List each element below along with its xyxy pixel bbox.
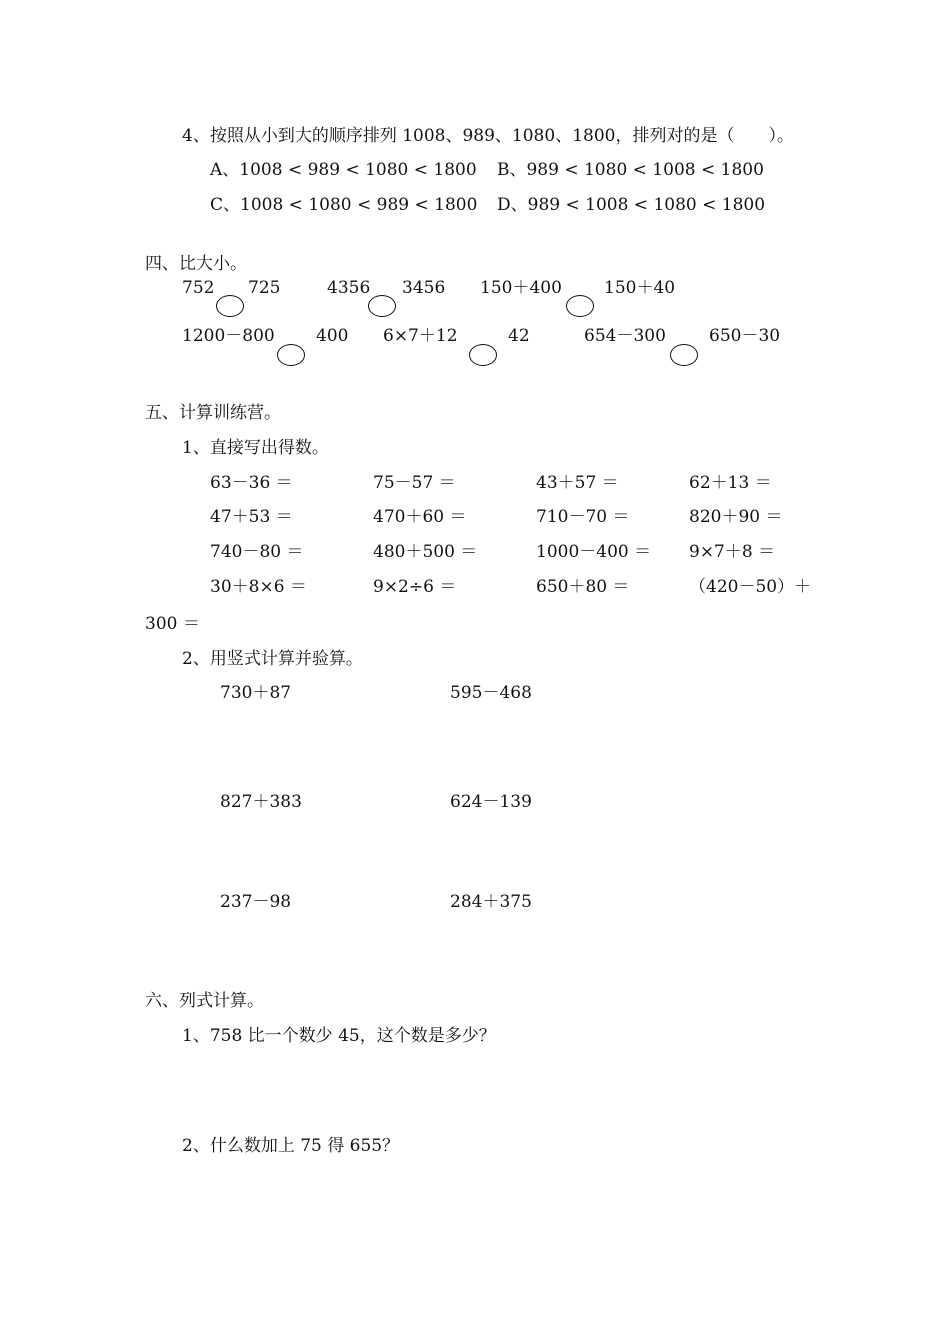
compare-right-2: 3456 [402, 278, 446, 298]
q4-option-c: C、1008 < 1080 < 989 < 1800 [210, 195, 478, 215]
calc-item: 820＋90 ＝ [689, 507, 783, 527]
compare-circle-1[interactable] [216, 295, 244, 317]
vertical-calc-item: 595－468 [450, 683, 532, 703]
compare-left-2: 4356 [327, 278, 371, 298]
vertical-calc-item: 827＋383 [220, 792, 302, 812]
calc-item: 47＋53 ＝ [210, 507, 293, 527]
calc-item: 470＋60 ＝ [373, 507, 467, 527]
calc-item: 650＋80 ＝ [536, 577, 630, 597]
q4-option-a: A、1008 < 989 < 1080 < 1800 [210, 160, 477, 180]
compare-right-3: 150＋40 [604, 278, 676, 298]
compare-left-1: 752 [182, 278, 215, 298]
compare-circle-6[interactable] [670, 344, 698, 366]
section4-title: 四、比大小。 [145, 254, 247, 274]
calc-item-wrap: 300 ＝ [145, 614, 200, 634]
calc-item: 75－57 ＝ [373, 473, 456, 493]
compare-left-6: 654－300 [584, 326, 666, 346]
calc-item: 1000－400 ＝ [536, 542, 652, 562]
calc-item: （420－50）＋ [689, 577, 812, 597]
calc-item: 43＋57 ＝ [536, 473, 619, 493]
compare-left-5: 6×7＋12 [383, 326, 458, 346]
calc-item: 740－80 ＝ [210, 542, 304, 562]
part1-title: 1、直接写出得数。 [182, 438, 329, 458]
section5-title: 五、计算训练营。 [145, 403, 281, 423]
q4-option-d: D、989 < 1008 < 1080 < 1800 [497, 195, 766, 215]
compare-circle-3[interactable] [566, 295, 594, 317]
calc-item: 30＋8×6 ＝ [210, 577, 307, 597]
word-problem-2: 2、什么数加上 75 得 655？ [182, 1136, 400, 1156]
compare-right-5: 42 [508, 326, 530, 346]
calc-item: 9×2÷6 ＝ [373, 577, 457, 597]
compare-right-6: 650－30 [709, 326, 781, 346]
vertical-calc-item: 284＋375 [450, 892, 532, 912]
compare-circle-5[interactable] [469, 344, 497, 366]
vertical-calc-item: 730＋87 [220, 683, 292, 703]
vertical-calc-item: 624－139 [450, 792, 532, 812]
q4-option-b: B、989 < 1080 < 1008 < 1800 [497, 160, 764, 180]
compare-circle-2[interactable] [368, 295, 396, 317]
section6-title: 六、列式计算。 [145, 991, 264, 1011]
calc-item: 63－36 ＝ [210, 473, 293, 493]
compare-left-3: 150＋400 [480, 278, 562, 298]
calc-item: 62＋13 ＝ [689, 473, 772, 493]
part2-title: 2、用竖式计算并验算。 [182, 649, 363, 669]
q4-stem: 4、按照从小到大的顺序排列 1008、989、1080、1800，排列对的是（ ）。 [182, 126, 794, 146]
compare-right-1: 725 [248, 278, 281, 298]
calc-item: 9×7＋8 ＝ [689, 542, 776, 562]
compare-left-4: 1200－800 [182, 326, 275, 346]
compare-circle-4[interactable] [277, 344, 305, 366]
calc-item: 480＋500 ＝ [373, 542, 478, 562]
word-problem-1: 1、758 比一个数少 45，这个数是多少？ [182, 1026, 496, 1046]
compare-right-4: 400 [316, 326, 349, 346]
vertical-calc-item: 237－98 [220, 892, 292, 912]
calc-item: 710－70 ＝ [536, 507, 630, 527]
